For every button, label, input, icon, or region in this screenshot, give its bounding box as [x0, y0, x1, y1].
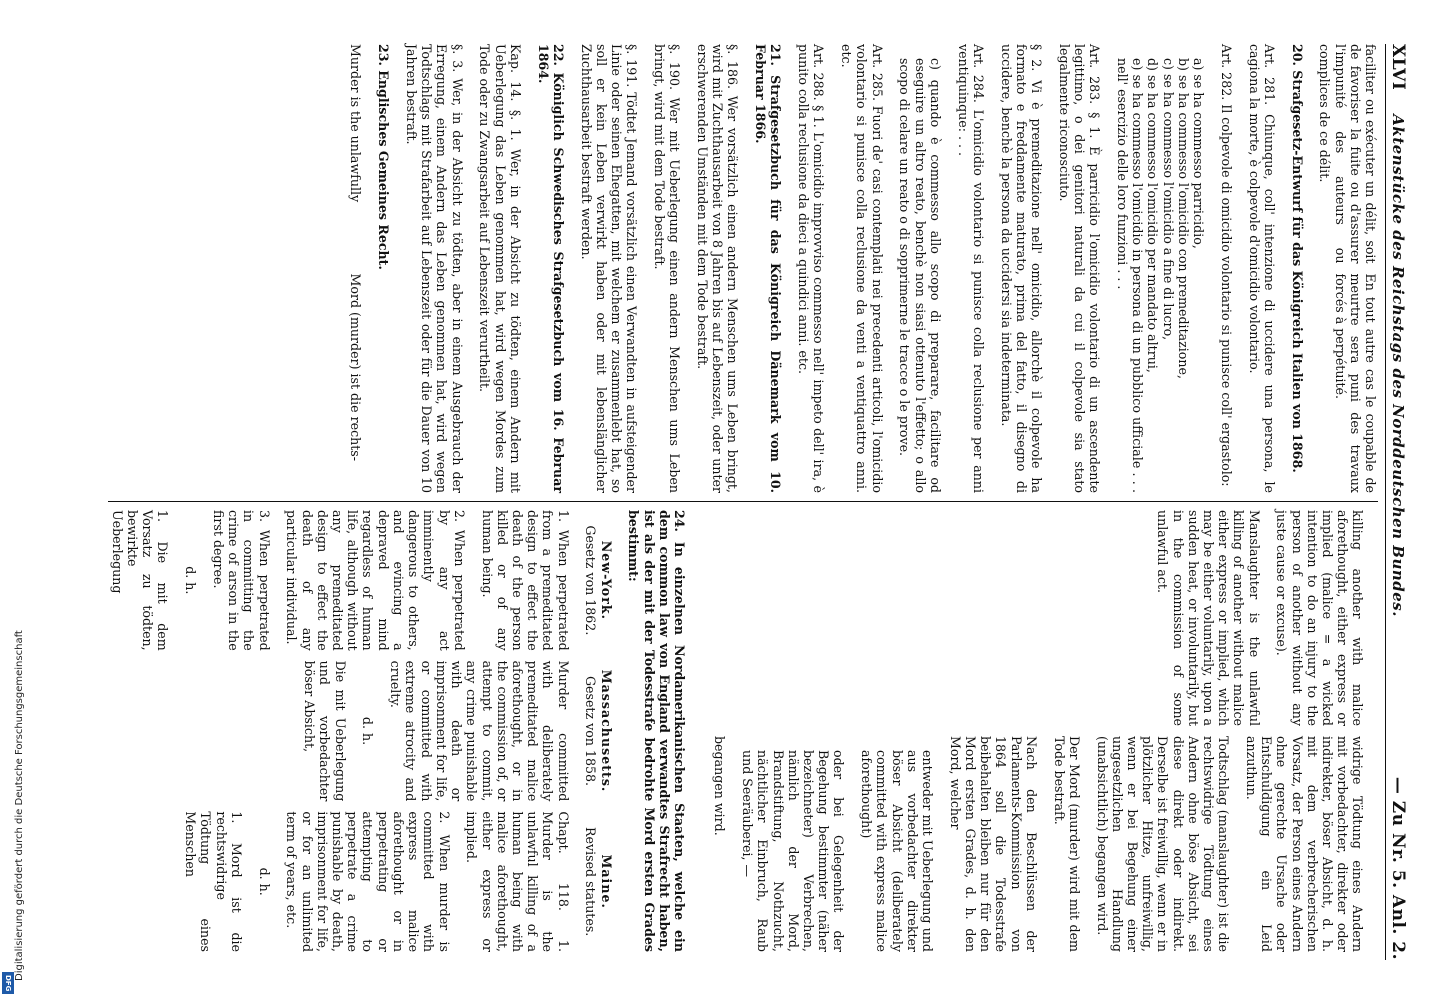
art-285: Art. 285. Fuori de' casi contemplati nei precedenti articoli, l'omicidio volontario si punisce colla reclusione da venti a ventiquattro anni. etc. [839, 44, 885, 493]
common-law-german [700, 736, 1378, 952]
section-23-heading: 23. Englisches Gemeines Recht. [376, 44, 392, 270]
art-282-d: d) se ha commesso l'omicidio per mandato altrui, [1145, 58, 1161, 373]
new-york-dh: d. h. [183, 566, 199, 595]
par-186: §. 186. Wer vorsätzlich einen andern Menschen ums Leben bringt, wird mit Zuchthausarbeit von 8 Jahren bis auf Lebenszeit, oder unter erschwerenden Umständen mit dem Tode bestraft. [694, 44, 741, 493]
punishment-german: Der Mord (murder) wird mit dem Tode bestraft. [1051, 736, 1082, 952]
section-24-heading: 24. In einzelnen Nordamerikanischen Staaten, welche ein dem common law von England verwandtes Strafrecht haben, ist als der mit der Todesstrafe bedrohte Mord ersten Grades bestimmt: [626, 510, 687, 952]
common-law-english [700, 510, 1378, 726]
art-284-c: c) quando è commesso allo scopo di preparare, facilitare od eseguire un altro reato, benchè non siasi ottenuto l'effetto; o allo scopo di celare un reato o di sopprimerne le tracce o le prove. [897, 58, 943, 493]
common-law-block [700, 510, 1378, 952]
running-title: Aktenstücke des Reichstags des Norddeutschen Bundes. [1389, 114, 1407, 617]
maine-law: Revised statutes. [583, 827, 599, 937]
art-284: Art. 284. L'omicidio volontario si punisce colla reclusione per anni ventiquinque: . . . [955, 44, 986, 493]
kap-14-par-3: §. 3. Wer, in der Absicht zu tödten, aber in einem Ausgebrauch der Erregung, einem Andern das Leben genommen hat, wird wegen Todtschlags mit Strafarbeit auf Lebenszeit oder für die Dauer von 10 Jahren bestraft. [403, 44, 465, 493]
massachusetts [97, 661, 613, 802]
murder-definition-en: Murder is the unlawfully [348, 44, 364, 203]
art-288: Art. 288. § 1. L'omicidio improvviso commesso nell' impeto dell' ira, è punito colla reclusione da dieci a quindici anni. etc. [796, 44, 827, 493]
maine-dh: d. h. [256, 867, 272, 896]
massachusetts-heading: Massachusetts. [598, 669, 614, 793]
maine-1: Chapt. 118. 1. Murder is the unlawful killing of a human being with malice aforethought, either express or implied. [464, 811, 571, 953]
art-282-e: e) se ha commesso l'omicidio in persona di un pubblico ufficiale . . . nell' esercizio delle loro funzioni . . . [1114, 58, 1146, 493]
rotated-scan-page [95, 0, 1420, 1000]
art-282-list [1115, 44, 1206, 493]
new-york-1: 1. When perpetrated from a premeditated design to effect the death of the person killed or of any human being. [479, 510, 571, 651]
massachusetts-1: Murder committed with deliberately premeditated malice aforethought, or in the commission of, or attempt to commit, any crime punishable with death or imprisonment for life, or committed with extreme atrocity and cruelty. [388, 660, 571, 802]
manslaughter-german: Todtschlag (manslaughter) ist die rechtswidrige Tödtung eines Andern ohne böse Absicht, sei diese direkt oder indirekt. Derselbe ist freiwillig, wenn er in plötzlicher Hitze, unfreiwillig, wenn er bei Begehung einer ungesetzlichen Handlung (unabsichtlich) begangen wird. [1094, 736, 1232, 952]
art-282: Art. 282. Il colpevole di omicidio volontario si punisce coll' ergastolo: [1218, 44, 1234, 487]
new-york-2: 2. When perpetrated by any act imminently dangerous to others, and evincing a depraved mind regardless of human life, although without any premeditated design to effect the death of any particular individual. [284, 510, 467, 651]
massachusetts-german: Die mit Ueberlegung und vorbedachter böser Absicht, [302, 660, 348, 802]
document-reference: — Zu Nr. 5. Anl. 2. [1388, 776, 1408, 960]
french-text-a: faciliter ou exécuter un délit, soit de favoriser la fuite ou d'assurer l'impunité des auteurs ou complices de ce délit. [1317, 44, 1378, 264]
par-191: §. 191. Tödtet Jemand vorsätzlich einen Verwandten in aufsteigender Linie oder seinen Ehegatten, mit welchem er zusammenlebt hat, so soll er kein Leben verwirkt haben oder mit lebenslänglicher Zuchthausarbeit bestraft werden. [578, 44, 640, 493]
art-282-b: b) se ha commesso l'omicidio con premeditazione, [1175, 58, 1191, 379]
maine-german: 1. Mord ist die rechtswidrige Tödtung eines Menschen [183, 811, 244, 953]
running-head [1385, 44, 1408, 960]
art-282-c: c) se ha commesso l'omicidio a fine di lucro, [1160, 58, 1176, 341]
maine-2: 2. When murder is committed with express malice aforethought or in perpetrating or attempting to perpetrate a crime punishable by death, imprisonment for life, or for an unlimited term of years, etc. [284, 811, 452, 953]
first-degree-b: oder bei Gelegenheit der Begehung bestimmter (näher bezeichneter) Verbrechen, nämlich der Mord, Brandstiftung, Nothzucht, nächtlicher Einbruch, Raub und Seeräuberei, — [740, 750, 847, 952]
begangen-wird: begangen wird. [712, 736, 728, 836]
par-190: §. 190. Wer mit Ueberlegung einen andern Menschen ums Leben bringt, wird mit dem Tode bestraft. [651, 44, 683, 493]
digitization-credit [0, 630, 25, 992]
credit-text: Digitalisierung gefördert durch die Deutsche Forschungsgemeinschaft [14, 630, 25, 981]
section-22-heading: 22. Königlich Schwedisches Strafgesetzbuch vom 16. Februar 1864. [535, 44, 566, 493]
murder-german: widrige Tödtung eines Andern mit vorbedachter, direkter oder indirekter, böser Absicht, d. h. mit dem verbrecherischen Vorsatz, der Person eines Andern ohne gerechte Ursache oder Entschuldigung ein Leid anzuthun. [1243, 736, 1366, 952]
french-text-b: En tout autre cas le coupable de meurtre sera puni des travaux forcés à perpétuité. [1332, 273, 1378, 493]
new-york-heading: New-York. [598, 540, 614, 620]
manslaughter-english: Manslaughter is the unlawful killing of another without malice either express or implied, which may be either voluntarily, upon a sudden heat, or involuntarily, but in the commission of some unlawful act. [1155, 510, 1262, 726]
art-283: Art. 283. § 1. È parricidio l'omicidio volontario di un ascendente legittimo, o dei genitori naturali da cui il colpevole sia stato legalmente riconosciuto. [1056, 44, 1103, 493]
maine [97, 811, 613, 952]
page-number: XLVI [1388, 44, 1408, 91]
section-20-heading: 20. Strafgesetz-Entwurf für das Königreich Italien von 1868. [1289, 44, 1305, 473]
section-21-heading: 21. Strafgesetzbuch für das Königreich Dänemark vom 10. Februar 1866. [753, 44, 784, 493]
maine-heading: Maine. [598, 854, 614, 909]
dfg-logo-icon: DFG [2, 972, 14, 994]
new-york [97, 510, 613, 651]
murder-definition-de: Mord (murder) ist die rechts- [348, 273, 364, 462]
art-283-2: § 2. Vi è premeditazione nell' omicidio, allorchè il colpevole ha formato e freddamente maturato, prima del fatto, il disegno di uccidere, benchè la persona da uccidersi sia indeterminata. [998, 44, 1044, 493]
right-column [108, 502, 1378, 960]
murder-english: killing another with malice aforethought, either express or implied (malice = a wicked intention to do an injury to the person of another without any juste cause or excuse). [1274, 510, 1366, 726]
french-block [1317, 44, 1378, 493]
massachusetts-law: Gesetz von 1858. [583, 676, 599, 786]
first-degree-a: entweder mit Ueberlegung und aus vorbedachter direkter böser Absicht (deliberately committed with express malice aforethought) [859, 750, 935, 952]
page-content [108, 44, 1408, 960]
commission-1864: Nach den Beschlüssen der Parlaments-Kommission von 1864 soll die Todesstrafe beibehalten bleiben nur für den Mord ersten Grades, d. h. den Mord, welcher [947, 736, 1039, 952]
new-york-law: Gesetz von 1862. [583, 525, 599, 636]
art-282-a: a) se ha commesso parricidio, [1191, 58, 1206, 249]
two-columns [108, 44, 1378, 960]
massachusetts-dh: d. h. [360, 716, 376, 746]
art-281: Art. 281. Chiunque, coll' intenzione di uccidere una persona, le cagiona la morte, è colpevole d'omicidio volontario. [1246, 44, 1277, 493]
left-column [108, 44, 1378, 502]
new-york-3: 3. When perpetrated in committing the crime of arson in the first degree. [211, 510, 272, 651]
new-york-german: 1. Die mit dem Vorsatz zu tödten, bewirkte Ueberlegung [109, 510, 171, 651]
kap-14-par-1: Kap. 14. §. 1. Wer, in der Absicht zu tödten, einem Andern mit Ueberlegung das Leben genommen hat, wird wegen Mordes zum Tode oder zu Zwangsarbeit auf Lebenszeit verurtheilt. [477, 44, 523, 493]
us-states-block [97, 510, 613, 952]
section-23-start [348, 44, 363, 493]
